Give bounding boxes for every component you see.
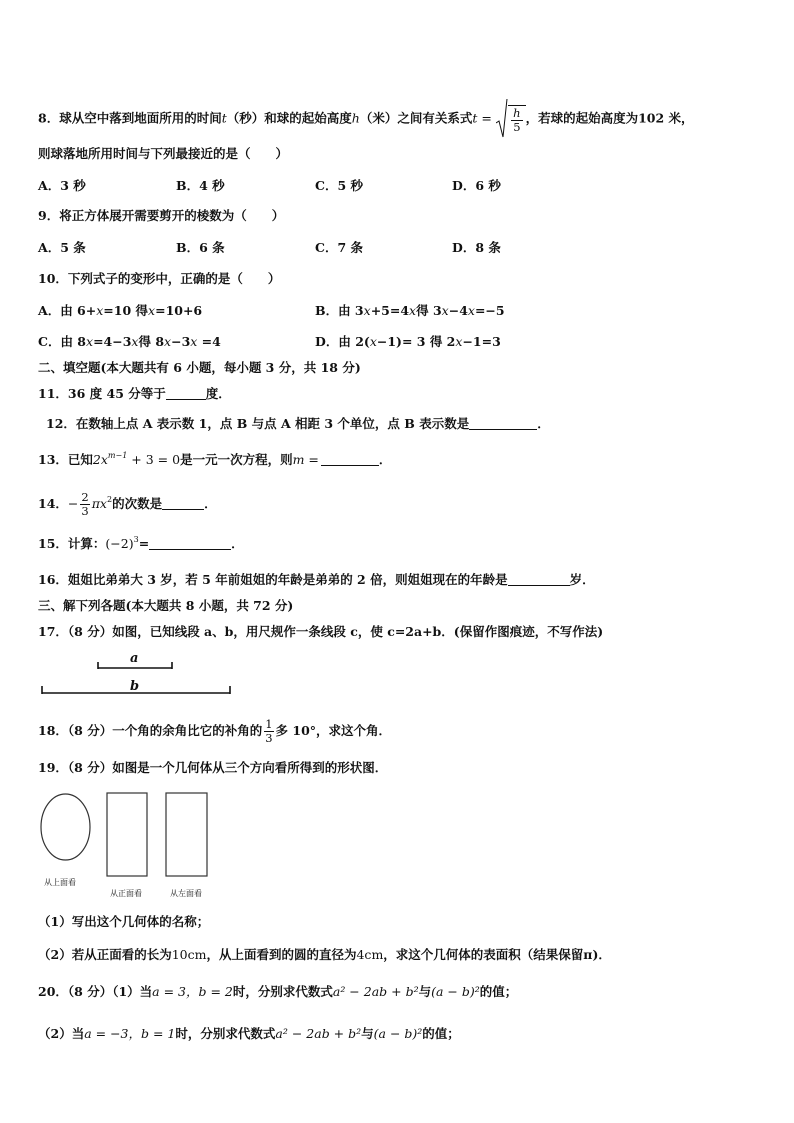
var-m: m = — [292, 452, 319, 467]
sqrt-formula — [496, 99, 525, 139]
opt-text: −1)= 3 得 2 — [376, 334, 456, 349]
q9-option-c: C．7 条 — [315, 240, 363, 255]
q12-text: ． — [537, 416, 550, 431]
q13-text: 13．已知 — [38, 452, 93, 467]
expr-polynomial: a² − 2ab + b² — [275, 1026, 362, 1041]
answer-blank[interactable] — [149, 537, 231, 550]
answer-blank[interactable] — [166, 387, 206, 400]
answer-blank[interactable] — [469, 417, 537, 430]
q8-line2: 则球落地所用时间与下列最接近的是（ ） — [38, 146, 289, 161]
q12-text: 12．在数轴上点 A 表示数 1，点 B 与点 A 相距 3 个单位，点 B 表示数是 — [46, 416, 470, 431]
frac-den: 3 — [81, 504, 89, 518]
q20-text: 的值； — [479, 984, 518, 999]
q20-text: （2）当 — [38, 1026, 85, 1041]
side-view-rectangle — [166, 793, 207, 876]
var-h: h — [351, 110, 360, 126]
opt-text: 得 8 — [138, 334, 165, 349]
var-x: x — [86, 334, 94, 349]
q19-sub2 — [38, 947, 611, 963]
expr-rest: πx — [91, 496, 107, 511]
expr-base: 2x — [92, 452, 108, 467]
q13 — [38, 452, 391, 468]
q15-text: ． — [231, 536, 244, 551]
opt-text: −1=3 — [462, 334, 501, 349]
q14-text: 14． — [38, 496, 68, 511]
var-x: x — [369, 334, 377, 349]
q8-text: ，若球的起始高度为102 米， — [525, 110, 694, 126]
radical-icon — [496, 99, 508, 139]
formula-lhs: t = — [472, 110, 492, 126]
q9-option-b: B．6 条 — [176, 240, 225, 255]
opt-text: =4 — [197, 334, 221, 349]
opt-text: =10+6 — [155, 303, 203, 318]
var-x: x — [467, 303, 475, 318]
opt-text: D．由 2( — [315, 334, 370, 349]
q14 — [38, 486, 217, 522]
q11-text: 11．36 度 45 分等于 — [38, 386, 166, 401]
minus-sign: − — [67, 496, 79, 511]
q19-sub1: （1）写出这个几何体的名称； — [38, 914, 210, 929]
q8-option-b: B．4 秒 — [176, 178, 225, 193]
var-x: x — [148, 303, 156, 318]
q11 — [38, 386, 231, 402]
opt-text: B．由 3 — [315, 303, 364, 318]
answer-blank[interactable] — [162, 497, 204, 510]
diameter-value: 4cm — [356, 947, 384, 962]
q8-text: 8．球从空中落到地面所用的时间 — [38, 110, 222, 126]
fraction — [80, 491, 89, 518]
top-view-circle — [41, 794, 90, 860]
q20-sub1 — [38, 984, 517, 1000]
q16 — [38, 572, 595, 588]
expr-polynomial: a² − 2ab + b² — [332, 984, 419, 999]
expr-rest: + 3 = 0 — [127, 452, 181, 467]
q20-sub2 — [38, 1026, 460, 1042]
q8-option-d: D．6 秒 — [452, 178, 501, 193]
expr-base: (−2) — [105, 536, 134, 551]
var-x: x — [131, 334, 139, 349]
expr-square: (a − b)² — [373, 1026, 423, 1041]
var-x: x — [190, 334, 198, 349]
q14-text: ． — [204, 496, 217, 511]
q8-text: （秒）和球的起始高度 — [226, 110, 352, 126]
opt-text: −3 — [171, 334, 191, 349]
var-x: x — [409, 303, 417, 318]
q8-line1 — [38, 99, 694, 139]
q13-text: 是一元一次方程，则 — [180, 452, 293, 467]
answer-blank[interactable] — [508, 573, 570, 586]
label-a: a — [130, 651, 139, 666]
var-x: x — [96, 303, 104, 318]
q18-text: 18．（8 分）一个角的余角比它的补角的 — [38, 723, 263, 738]
q19-text: ，从上面看到的圆的直径为 — [206, 947, 357, 962]
section-heading-fill-blank: 二、填空题(本大题共有 6 小题，每小题 3 分，共 18 分) — [38, 360, 361, 375]
q10-stem: 10．下列式子的变形中，正确的是（ ） — [38, 271, 281, 286]
q9-option-d: D．8 条 — [452, 240, 501, 255]
expr-square: (a − b)² — [431, 984, 480, 999]
q15-text: 15．计算： — [38, 536, 106, 551]
fraction — [264, 718, 273, 745]
q13-text: ． — [378, 452, 392, 467]
opt-text: =4−3 — [93, 334, 132, 349]
q8-text: （米）之间有关系式 — [359, 110, 473, 126]
q20-text: 的值； — [422, 1026, 460, 1041]
opt-text: −4 — [448, 303, 468, 318]
q20-values: a = −3，b = 1 — [84, 1026, 176, 1041]
opt-text: C．由 8 — [38, 334, 86, 349]
q15 — [38, 536, 244, 552]
q16-text: 岁． — [569, 572, 595, 587]
q20-values: a = 3，b = 2 — [152, 984, 233, 999]
q20-text: 与 — [361, 1026, 374, 1041]
q16-text: 16．姐姐比弟弟大 3 岁，若 5 年前姐姐的年龄是弟弟的 2 倍，则姐姐现在的年龄是 — [38, 572, 508, 587]
var-x: x — [441, 303, 449, 318]
var-x: x — [164, 334, 172, 349]
label-b: b — [130, 679, 140, 694]
equals-sign: = — [138, 536, 150, 551]
front-view-rectangle — [107, 793, 147, 876]
q18-text: 多 10°，求这个角． — [275, 723, 392, 738]
q18 — [38, 713, 391, 749]
q11-text: 度． — [205, 386, 231, 401]
caption-front-view: 从正面看 — [110, 889, 142, 898]
q19-stem: 19．（8 分）如图是一个几何体从三个方向看所得到的形状图． — [38, 760, 388, 775]
q10-option-d — [315, 334, 501, 350]
q20-text: 与 — [418, 984, 432, 999]
q20-text: 20．（8 分）（1）当 — [38, 984, 153, 999]
q10-option-c — [38, 334, 221, 350]
var-t: t — [221, 110, 227, 126]
frac-den: 5 — [513, 119, 521, 134]
caption-top-view: 从上面看 — [44, 878, 76, 887]
q10-option-a — [38, 303, 202, 319]
opt-text: =10 得 — [103, 303, 149, 318]
q20-text: 时，分别求代数式 — [175, 1026, 276, 1041]
answer-blank[interactable] — [321, 453, 379, 466]
expr-exponent: 3 — [133, 535, 139, 544]
q8-option-c: C．5 秒 — [315, 178, 363, 193]
q14-text: 的次数是 — [112, 496, 163, 511]
frac-num: h — [513, 105, 521, 120]
q10-option-b — [315, 303, 505, 319]
caption-side-view: 从左面看 — [170, 889, 202, 898]
opt-text: 得 3 — [416, 303, 442, 318]
three-views-figure — [38, 790, 218, 886]
frac-den: 3 — [265, 731, 273, 745]
var-x: x — [363, 303, 371, 318]
section-heading-solve: 三、解下列各题(本大题共 8 小题，共 72 分) — [38, 598, 294, 613]
q8-option-a: A．3 秒 — [38, 178, 86, 193]
q9-option-a: A．5 条 — [38, 240, 86, 255]
opt-text: =−5 — [474, 303, 505, 318]
q9-stem: 9．将正方体展开需要剪开的棱数为（ ） — [38, 208, 285, 223]
expr-exponent: m−1 — [107, 451, 128, 460]
q12 — [46, 416, 550, 432]
q17-stem: 17．（8 分）如图，已知线段 a、b，用尺规作一条线段 c，使 c=2a+b．(保留作图痕迹，不写作法) — [38, 624, 604, 639]
q19-text: （2）若从正面看的长为 — [38, 947, 172, 962]
q19-text: ，求这个几何体的表面积（结果保留π)． — [383, 947, 611, 962]
frac-num: 1 — [265, 717, 273, 731]
frac-num: 2 — [81, 490, 89, 504]
var-x: x — [455, 334, 463, 349]
opt-text: +5=4 — [370, 303, 410, 318]
opt-text: A．由 6+ — [38, 303, 97, 318]
q20-text: 时，分别求代数式 — [232, 984, 333, 999]
length-value: 10cm — [171, 947, 207, 962]
expr-exponent: 2 — [106, 495, 113, 504]
